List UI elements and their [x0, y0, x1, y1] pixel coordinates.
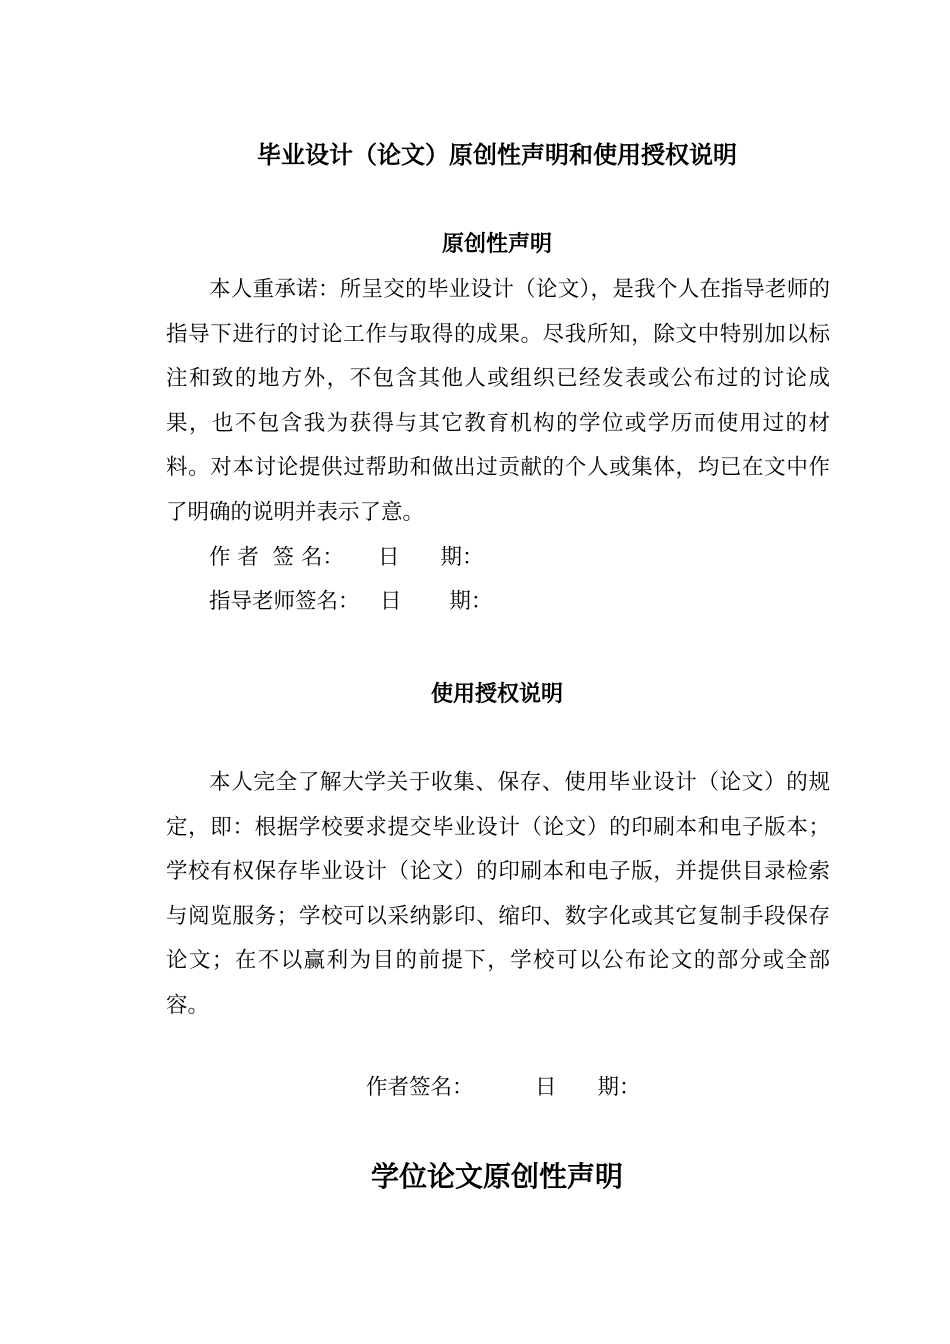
degree-originality-heading: 学位论文原创性声明	[370, 1160, 623, 1193]
originality-heading: 原创性声明	[441, 232, 552, 257]
author-signature-line: 作 者 签 名： 日 期：	[209, 545, 484, 570]
document-title: 毕业设计（论文）原创性声明和使用授权说明	[257, 141, 737, 169]
authorization-signature-line: 作者签名： 日 期：	[366, 1075, 641, 1100]
authorization-heading: 使用授权说明	[430, 682, 563, 707]
authorization-statement: 本人完全了解大学关于收集、保存、使用毕业设计（论文）的规定，即：根据学校要求提交毕业设计（论文）的印刷本和电子版本；学校有权保存毕业设计（论文）的印刷本和电子版，并提供目录检索与阅览服务；学校可以采纳影印、缩印、数字化或其它复制手段保存论文；在不以赢利为目的前提下，学校可以公布论文的部分或全部容。	[166, 770, 830, 1018]
originality-statement: 本人重承诺：所呈交的毕业设计（论文），是我个人在指导老师的指导下进行的讨论工作与取得的成果。尽我所知，除文中特别加以标注和致的地方外，不包含其他人或组织已经发表或公布过的讨论成果，也不包含我为获得与其它教育机构的学位或学历而使用过的材料。对本讨论提供过帮助和做出过贡献的个人或集体，均已在文中作了明确的说明并表示了意。	[166, 277, 830, 525]
advisor-signature-line: 指导老师签名： 日 期：	[209, 589, 493, 614]
